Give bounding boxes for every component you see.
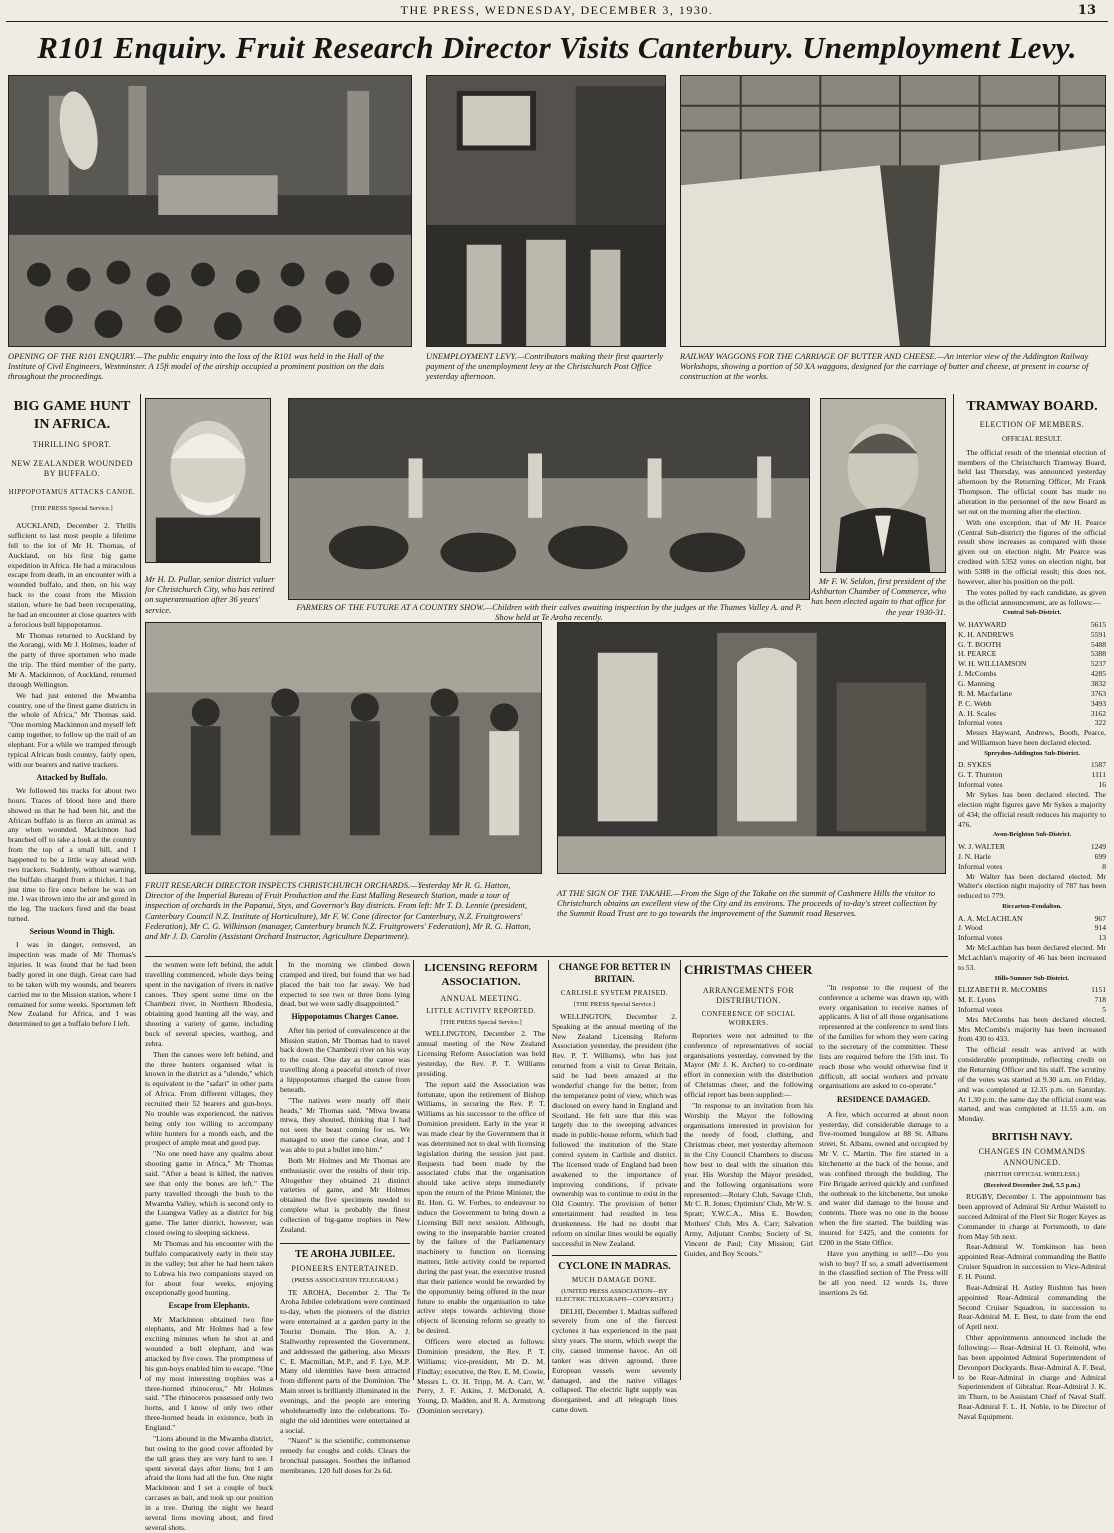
annual-meeting-subhead: ANNUAL MEETING. <box>440 993 522 1003</box>
tramway-paragraph: The official result was arrived at with considerable promptitude, reflecting credit on the Returning Officer and his staff. The scrutiny of the votes was started at 9.30 a.m. on Friday, and was completed at 12.35 p.m. on Saturday. At 1.30 p.m. the same day the official count was started, and was completed at 11.55 a.m. on Monday. <box>958 1045 1106 1124</box>
little-activity-subhead: LITTLE ACTIVITY REPORTED. <box>426 1006 536 1015</box>
candidate-name: D. SYKES <box>958 760 992 770</box>
vote-count: 5615 <box>1090 619 1106 629</box>
post-office-illustration <box>427 76 665 346</box>
farmers-caption: FARMERS OF THE FUTURE AT A COUNTRY SHOW.—Children with their calves awaiting inspection by the judges at the Thames Valley A. and P. Show held at Te Aroha recently. <box>296 602 802 623</box>
wireless-note: (BRITISH OFFICIAL WIRELESS.) <box>984 1171 1080 1179</box>
levy-caption: UNEMPLOYMENT LEVY.—Contributors making their first quarterly payment of the unemployment levy at the Christchurch Post Office yesterday afternoon. <box>426 351 664 382</box>
hunt-paragraph: Then the canoes were left behind, and the three hunters organised what is known in the district as a "ulendo," which is equivalent to the "safari" in other parts of Africa. From different villages, they recruited their 52 bearers and gun-boys. No trouble was experienced, the natives being only too willing to accompany white hunters for a month each, and the prospect of ample meat and good pay. <box>145 1049 273 1148</box>
licensing-column <box>417 960 545 1416</box>
vote-count: 914 <box>1094 923 1106 933</box>
vote-row <box>958 669 1106 679</box>
carlisle-subhead: CARLISLE SYSTEM PRAISED. <box>560 989 669 998</box>
spreydon-subdistrict-label: Spreydon-Addington Sub-District. <box>984 750 1080 758</box>
hills-votes-table <box>958 985 1106 1015</box>
candidate-name: J. N. Harle <box>958 851 991 861</box>
candidate-name: W. J. WALTER <box>958 841 1005 851</box>
vote-row <box>958 659 1106 669</box>
navy-paragraph: RUGBY, December 1. The appointment has been approved of Admiral Sir Arthur Waistell to succeed Admiral of the Fleet Sir Roger Keyes as Commander in charge at Portsmouth, to date from May 5th next. <box>958 1192 1106 1241</box>
election-subhead: ELECTION OF MEMBERS. <box>979 420 1085 430</box>
distribution-subhead: ARRANGEMENTS FOR DISTRIBUTION. <box>702 985 795 1006</box>
christmas-right-body <box>819 983 948 1299</box>
vote-count: 8 <box>1102 861 1106 871</box>
riccarton-votes-table <box>958 914 1106 944</box>
hills-subdistrict-label: Hills-Sumner Sub-District. <box>994 974 1070 982</box>
left-column-rule <box>140 394 141 1379</box>
thigh-wound-subhead: Serious Wound in Thigh. <box>29 926 115 936</box>
navy-paragraph: Other appointments announced include the following:— Rear-Admiral H. O. Reinold, who has been appointed Admiral Superintendent of Devonport Dockyards. Rear-Admiral A. F. Beal, to be Rear-Admiral in charge and Admiral Superintendent of Gibraltar. Rear-Admiral J. K. im Thurn, to be Assistant Chief of Naval Staff. Rear-Admiral F. L. H. Noble, to be Director of Naval Equipment. <box>958 1333 1106 1421</box>
tramway-paragraph: The votes polled by each candidate, as given in the official announcement, are as follows:— <box>958 587 1106 607</box>
christmas-cheer-headline: CHRISTMAS CHEER <box>684 962 813 977</box>
vote-row <box>958 760 1106 770</box>
hunt-paragraph: Both Mr Holmes and Mr Thomas are enthusiastic over the results of their trip. Altogether they obtained 21 distinct varieties of game, and Mr Holmes obtained the five specimens needed to complete what is probably the finest collection of big-game trophies in New Zealand. <box>280 1155 410 1234</box>
candidate-name: R. M. Macfarlane <box>958 688 1012 698</box>
change-for-better-headline: CHANGE FOR BETTER IN BRITAIN. <box>558 962 671 984</box>
big-game-paragraph: We followed his tracks for about two hours. Traces of blood here and there showed us that he had been hit, and the African buffalo is as fierce an animal as any when wounded. Mackinnon had branched off to take a look at the country from the top of a small hill, and I happened to be a little way ahead with two trackers. Suddenly, without warning, the buffalo charged from a thicket. I had just time to fire once before he was on me. I was thrown into the air and gored in the leg. The trackers fired and the beast turned. <box>8 785 136 924</box>
tramway-paragraph: Messrs Hayward, Andrews, Booth, Pearce, and Williamson have been declared elected. <box>958 728 1106 748</box>
vote-row <box>958 995 1106 1005</box>
masthead <box>0 3 1114 21</box>
unemployment-levy-photo <box>426 75 666 347</box>
vote-row <box>958 679 1106 689</box>
central-votes-table <box>958 620 1106 728</box>
seldon-portrait-photo <box>820 398 946 573</box>
christmas-left-body <box>684 983 813 1299</box>
new-zealander-subhead: NEW ZEALANDER WOUNDED BY BUFFALO. <box>11 458 133 479</box>
candidate-name: G. T. BOOTH <box>958 639 1002 649</box>
vote-count: 3763 <box>1090 688 1106 698</box>
attacked-subhead: Attacked by Buffalo. <box>36 772 108 782</box>
riccarton-subdistrict-label: Riccarton-Fendalton. <box>1002 903 1062 911</box>
britain-paragraph: WELLINGTON, December 2. Speaking at the annual meeting of the New Zealand Licensing Reform Association yesterday, the president (the Rev. P. T. Williams), who has just returned from a visit to Great Britain, said he had been amazed at the wonderful change for the better, from the temperance point of view, which was disclosed on every hand in England and Scotland. He felt sure that this was largely due to the sweeping advances made in public-house reform, which had followed the institution of the State control system in Carlisle and district. The licensed trade of England had been awakened to the importance of improving conditions, if private ownership was to continue to exist in the Old Country. The provision of better entertainment had resulted in less drunkenness. He had no doubt that reform on similar lines would be equally successful in New Zealand. <box>552 1011 677 1248</box>
takahe-photo <box>557 622 946 874</box>
column-divider <box>413 960 414 1380</box>
vote-row <box>958 862 1106 872</box>
tramway-headline: TRAMWAY BOARD. <box>966 399 1098 414</box>
orchard-inspection-photo <box>145 622 542 874</box>
vote-count: 4285 <box>1090 669 1106 679</box>
pioneers-subhead: PIONEERS ENTERTAINED. <box>291 1263 399 1273</box>
r101-enquiry-photo <box>8 75 412 347</box>
page-number: 13 <box>1077 3 1096 18</box>
avon-votes-table <box>958 842 1106 872</box>
residence-damaged-subhead: RESIDENCE DAMAGED. <box>837 1095 930 1105</box>
candidate-name: Informal votes <box>958 861 1003 871</box>
received-note: (Received December 2nd, 5.5 p.m.) <box>983 1181 1081 1189</box>
big-game-paragraph: We had just entered the Mwamba country, one of the finest game districts in the whole of Africa," Mr Thomas said. "One morning Mackinnon and myself left camp together, to follow up the trail of an elephant. For a while we tramped through typical African bush country, fairly open, with our bearers and native trackers. <box>8 690 136 769</box>
tramway-column <box>958 394 1106 1421</box>
orchard-illustration <box>146 623 541 873</box>
vote-row <box>958 933 1106 943</box>
navy-paragraph: Rear-Admiral W. Tomkinson has been appointed Rear-Admiral commanding the Battle Cruiser Squadron in succession to Vice-Admiral F. H. Pound. <box>958 1242 1106 1281</box>
te-aroha-headline: TE AROHA JUBILEE. <box>280 1243 410 1261</box>
vote-count: 699 <box>1094 851 1106 861</box>
avon-subdistrict-label: Avon-Brighton Sub-District. <box>992 831 1072 839</box>
candidate-name: Informal votes <box>958 933 1003 943</box>
hunt-paragraph: the women were left behind, the adult travelling commenced, whole days being spent in the navigation of rivers in native canoes. They spent some time on the Chambezi river, in Northern Rhodesia, obtaining good hunting all the way, and shooting a variety of game, including buck of several species, warthog, and zebra. <box>145 960 273 1048</box>
licensing-paragraph: The report said the Association was fortunate, upon the retirement of Bishop Williams, in securing the Rev. P. T. Williams as his successor to the office of Dominion president. Early in the year it was made clear by the Government that it was determined not to deal with licensing legislation during the session just past. Requests had been made by the associated clubs that the organisation should take active steps immediately upon the return of the Prime Minister, the Rt. Hon. G. W. Forbes, to endeavour to induce the Government to bring down a Licensing Bill next session. Although, owing to the inseparable barrier created by the failure of the Parliamentary machinery to function on licensing matters, little activity could be reported during the past year, the executive trusted that their patience would be rewarded by the opportunity being offered in the near future to enable the organisation to take active steps towards achieving those objects of licensing reform so greatly to be desired. <box>417 1079 545 1336</box>
vote-count: 5488 <box>1090 639 1106 649</box>
candidate-name: Informal votes <box>958 1004 1003 1014</box>
candidate-name: J. Wood <box>958 923 983 933</box>
vote-row <box>958 718 1106 728</box>
candidate-name: W. HAYWARD <box>958 619 1007 629</box>
vote-row <box>958 649 1106 659</box>
candidate-name: A. H. Scales <box>958 708 996 718</box>
hunt-paragraph: After his period of convalescence at the Mission station, Mr Thomas had to travel back down the Chambezi river on his way to the coast. One day as the canoe was travelling along a peaceful stretch of river a hippopotamus charged the canoe from beneath. <box>280 1025 410 1094</box>
vote-row <box>958 640 1106 650</box>
big-game-continued-col2 <box>280 960 410 1476</box>
hunt-paragraph: Mr Mackinnon obtained two fine elephants, and Mr Holmes had a few exciting minutes when he shot at and wounded a bull elephant, and was attacked by five cows. The promptness of his gun-boys enabled him to escape. "One of my most interesting trophies was a three-horned rhinoceros," Mr Holmes said. "The rhinoceros possessed only two horns, and I know of only two other three-horned heads in existence, both in England." <box>145 1314 273 1433</box>
tramway-paragraph: The official result of the triennial election of members of the Christchurch Tramway Board, held last Thursday, was announced yesterday afternoon by the Returning Officer, Mr Frank Thompson. The official count has made no alteration in the personnel of the new Board as set out on the morning after the election. <box>958 447 1106 516</box>
damage-subhead: MUCH DAMAGE DONE. <box>572 1275 657 1284</box>
big-game-paragraph: Mr Thomas returned to Auckland by the Aorangi, with Mr J. Holmes, leader of the party of three sportsmen who made the trip. The third member of the party, Mr A. Mackinnon, of Auckland, returned through Wellington. <box>8 630 136 689</box>
tramway-paragraph: Mr Sykes has been declared elected. The election night figures gave Mr Sykes a majority of 434; the official result reduces his majority to 476. <box>958 790 1106 829</box>
christmas-paragraph: "In response to the request of the conference a scheme was drawn up, with every organisation to receive names of applicants. A list of all those organisations represented at the conference to send lists of the families for whom they were caring to the secretary of the committee. These lists are required before the 15th inst. To reach those who would otherwise find it difficult, all social workers and private organisations are asked to co-operate." <box>819 982 948 1091</box>
vote-row <box>958 699 1106 709</box>
christmas-cheer-column <box>684 960 948 1380</box>
vote-row <box>958 689 1106 699</box>
vote-count: 1111 <box>1091 770 1106 780</box>
hunt-paragraph: "The natives were nearly off their heads," Mr Thomas said. "Mtwa bwana mtwa, they shouted, thinking that I had not seen the beast coming for us. We managed to steer the canoe clear, and I was able to put a bullet into him." <box>280 1095 410 1154</box>
vote-row <box>958 1005 1106 1015</box>
press-service-note: [THE PRESS Special Service.] <box>440 1018 522 1026</box>
workshop-illustration <box>681 76 1105 346</box>
r101-caption: OPENING OF THE R101 ENQUIRY.—The public enquiry into the loss of the R101 was held in the Hall of the Institute of Civil Engineers, Westminster. A 15ft model of the airship occupied a prominent position on the dais throughout the proceedings. <box>8 351 385 382</box>
press-service-note: [THE PRESS Special Service.] <box>31 504 113 512</box>
hunt-paragraph: "Lions abound in the Mwamba district, but owing to the good cover afforded by the tall grass they are very hard to see. I spent several days after lions; but I am afraid the lions had all the fun. One night Mackinnon and I set a couple of buck carcases as bait, and took up our position in a tree. During the night we heard several lions moving about, and fired several shots. <box>145 1433 273 1532</box>
vote-row <box>958 620 1106 630</box>
vote-row <box>958 923 1106 933</box>
paper-date-line: THE PRESS, WEDNESDAY, DECEMBER 3, 1930. <box>400 3 714 17</box>
vote-row <box>958 630 1106 640</box>
navy-paragraph: Rear-Admiral H. Astley Rushton has been appointed Rear-Admiral commanding the Second Cruiser Squadron, in succession to Rear-Admiral M. E. Best, to date from the end of April next. <box>958 1282 1106 1332</box>
seldon-portrait <box>821 399 945 572</box>
thrilling-sport-subhead: THRILLING SPORT. <box>32 440 112 450</box>
big-game-headline: BIG GAME HUNT IN AFRICA. <box>13 399 131 433</box>
vote-count: 5237 <box>1090 659 1106 669</box>
vote-count: 322 <box>1094 718 1106 728</box>
hippo-subhead: HIPPOPOTAMUS ATTACKS CANOE. <box>8 487 136 496</box>
classified-advert: Have you anything to sell?—Do you wish to buy? If so, a small advertisement in the classified section of The Press will be all you need. 12 words 1s, three insertions 2s 6d. <box>819 1248 948 1298</box>
vote-count: 718 <box>1094 994 1106 1004</box>
masthead-rule <box>6 21 1108 22</box>
takahe-interior-illustration <box>558 623 945 873</box>
official-result-subhead: OFFICIAL RESULT. <box>1001 434 1063 443</box>
candidate-name: A. A. McLACHLAN <box>958 913 1023 923</box>
tramway-paragraph: With one exception, that of Mr H. Pearce (Central Sub-district) the figures of the official result show increases as compared with those given out on election night. Mr Pearce was credited with 5352 votes on election night, but with 5388 in the official result; this does not, however, alter his position on the poll. <box>958 517 1106 586</box>
tramway-paragraph: Mr Walter has been declared elected. Mr Walter's election night majority of 787 has been reduced to 779. <box>958 871 1106 901</box>
pullar-caption: Mr H. D. Pullar, senior district valuer for Christchurch City, who has retired on superannuation after 36 years' service. <box>145 574 275 615</box>
te-aroha-paragraph: TE AROHA, December 2. The Te Aroha Jubilee celebrations were continued to-day, when the pioneers of the district were entertained at a garden party in the Tourist Domain. The Hon. A. J. Stallworthy represented the Government, and addressed the gathering, also Messrs C. E. Macmillan, M.P., and F. Lye, M.P. Many old identities have been attracted from different parts of the Dominion. The Main street is brilliantly illuminated in the evenings, and the people are entering wholeheartedly into the celebrations. To-night the old identities were entertained at a social. <box>280 1287 410 1435</box>
nazol-advert: "Nazol" is the scientific, commonsense remedy for coughs and colds. Clears the bronchial passages. Soothes the inflamed membranes. 120 full doses for 2s 6d. <box>280 1436 410 1476</box>
candidate-name: ELIZABETH R. McCOMBS <box>958 985 1048 995</box>
vote-count: 3162 <box>1090 708 1106 718</box>
candidate-name: K. H. ANDREWS <box>958 629 1014 639</box>
vote-count: 5 <box>1102 1004 1106 1014</box>
candidate-name: Informal votes <box>958 780 1003 790</box>
fire-paragraph: A fire, which occurred at about noon yesterday, did considerable damage to a five-roomed bungalow at 88 St. Albans street, St. Albans, owned and occupied by Mr V. C. Martin. The fire started in a kitchenette at the back of the house, and was confined through the building. The Fire Brigade arrived quickly and confined the outbreak to the kitchenette, but smoke and water did damage to the house and contents. There was no one in the house when the fire started. The building was insured for £425, and the contents for £200 in the State Office. <box>819 1109 948 1247</box>
vote-row <box>958 914 1106 924</box>
hunt-paragraph: Mr Thomas and his encounter with the buffalo comparatively early in their stay in the valley; but after he had been taken to Lubwa his two companions stayed on for about four weeks, enjoying exceptionally good hunting. <box>145 1239 273 1298</box>
candidate-name: G. T. Thurston <box>958 770 1003 780</box>
vote-row <box>958 985 1106 995</box>
pullar-portrait-photo <box>145 398 271 563</box>
hippo-charge-subhead: Hippopotamus Charges Canoe. <box>291 1012 399 1022</box>
lower-section-rule <box>145 956 948 957</box>
big-game-paragraph: AUCKLAND, December 2. Thrills sufficient to last most people a lifetime fell to the lot of Mr H. Thomas, of Auckland, on his first big game expedition in Africa. He had a miraculous escape from death, in an encounter with a wounded buffalo, and then, on his way back to the coast from the Mission station, where he had been recuperating, he had an encounter at close quarters with a ferocious bull hippopotamus. <box>8 521 136 629</box>
britain-column <box>552 960 677 1415</box>
railway-caption: RAILWAY WAGGONS FOR THE CARRIAGE OF BUTTER AND CHEESE.—An interior view of the Addington Railway Workshops, showing a portion of 50 XA waggons, designed for the carriage of butter and cheese, at present in course of construction at the works. <box>680 351 1089 382</box>
vote-row <box>958 852 1106 862</box>
hunt-paragraph: In the morning we climbed down cramped and tired, but found that we had placed the bait too far away. We had expected to see two or three lions lying dead, but we were sadly disappointed." <box>280 960 410 1009</box>
farmers-future-photo <box>288 398 810 600</box>
column-divider <box>276 960 277 1380</box>
vote-row <box>958 709 1106 719</box>
candidate-name: G. Manning <box>958 679 995 689</box>
big-game-column <box>8 394 136 1379</box>
vote-count: 13 <box>1098 933 1106 943</box>
cyclone-headline: CYCLONE IN MADRAS. <box>552 1255 677 1273</box>
spreydon-votes-table <box>958 760 1106 790</box>
press-service-note: [THE PRESS Special Service.] <box>573 1001 656 1009</box>
candidate-name: H. PEARCE <box>958 649 997 659</box>
vote-row <box>958 780 1106 790</box>
right-column-rule <box>953 394 954 1379</box>
vote-count: 3493 <box>1090 698 1106 708</box>
r101-hall-illustration <box>9 76 411 346</box>
vote-count: 5388 <box>1090 649 1106 659</box>
hunt-paragraph: "No one need have any qualms about shooting game in Africa," Mr Thomas said. "After a beast is killed, the natives see that only the bones are left." The party travelled through the bush to the Mwamba Valley, which is second only to the Luangwa Valley as a district for big game. The latter district, however, was closed owing to sleeping sickness. <box>145 1149 273 1238</box>
vote-count: 16 <box>1098 780 1106 790</box>
christmas-two-column-body <box>684 983 948 1299</box>
vote-count: 1249 <box>1090 841 1106 851</box>
tramway-paragraph: Mrs McCombs has been declared elected. Mrs McCombs's majority has been increased from 430 to 433. <box>958 1014 1106 1044</box>
licensing-paragraph: Officers were elected as follows: Dominion president, the Rev. P. T. Williams; vice-president, Mr D. M. Findlay; executive, the Rev. E. M. Cowie, Messrs L. O. H. Tripp, M. A. Carr, W. Perry, J. F. Atkins, J. McDonald, A. Young, D. Madden, and R. A. Armstrong (Dominion secretary). <box>417 1337 545 1416</box>
column-divider <box>680 960 681 1380</box>
railway-waggons-photo <box>680 75 1106 347</box>
seldon-caption: Mr F. W. Seldon, first president of the Ashburton Chamber of Commerce, who has been elected again to that office for the year 1930-31. <box>811 576 946 617</box>
vote-count: 1587 <box>1090 760 1106 770</box>
christmas-paragraph: "In response to an invitation from his Worship the Mayor the following organisations interested in provision for the needy of food, clothing, and Christmas cheer, met yesterday afternoon in the City Council Chambers to discuss how best to deal with the situation this year. His Worship the Mayor presided, and the following organisations were represented:—Rotary Club, Savage Club, Mr C. R. Jones; Optimists' Club, Mr W. S. Spratt; Y.W.C.A., Miss E. Bowden; Mothers' Club, Mrs A. Carr; Salvation Army, Adjutant Combs; Society of St. Vincent de Paul; City Mission; Girl Guides, and Boy Scouts." <box>684 1100 813 1258</box>
vote-count: 5591 <box>1090 629 1106 639</box>
vote-count: 3832 <box>1090 679 1106 689</box>
candidate-name: M. E. Lyons <box>958 994 996 1004</box>
candidate-name: W. H. WILLIAMSON <box>958 659 1027 669</box>
social-workers-subhead: CONFERENCE OF SOCIAL WORKERS. <box>701 1009 796 1027</box>
vote-row <box>958 770 1106 780</box>
page-headline: R101 Enquiry. Fruit Research Director Visits Canterbury. Unemployment Levy. <box>37 30 1077 65</box>
tramway-paragraph: Mr McLachlan has been declared elected. Mr McLachlan's majority of 46 has been increased to 53. <box>958 943 1106 972</box>
calves-illustration <box>289 399 809 599</box>
central-subdistrict-label: Central Sub-District. <box>1002 609 1062 617</box>
pullar-portrait <box>146 399 270 562</box>
vote-count: 1151 <box>1091 985 1106 995</box>
candidate-name: Informal votes <box>958 718 1003 728</box>
cable-note: (UNITED PRESS ASSOCIATION—BY ELECTRIC TELEGRAPH—COPYRIGHT.) <box>555 1287 674 1304</box>
licensing-paragraph: WELLINGTON, December 2. The annual meeting of the New Zealand Licensing Reform Association was held yesterday, the Rev. P. T. Williams presiding. <box>417 1029 545 1078</box>
cyclone-paragraph: DELHI, December 1. Madras suffered severely from one of the fiercest cyclones it has experienced in the past sixty years. The storm, which swept the city, caused immense havoc. An oil tanker was driven aground, three European vessels were severely damaged, and the native villages collapsed. The electric light supply was disorganised, and all telegraph lines came down. <box>552 1306 677 1415</box>
licensing-headline: LICENSING REFORM ASSOCIATION. <box>424 962 538 988</box>
vote-count: 967 <box>1094 913 1106 923</box>
candidate-name: P. C. Webb <box>958 698 992 708</box>
christmas-paragraph: Reporters were not admitted to the conference of representatives of social organisations yesterday, convened by the Mayor (Mr J. K. Archer) to co-ordinate effort in connexion with the distribution of Christmas cheer, and the following official report has been supplied:— <box>684 1030 813 1100</box>
takahe-caption: AT THE SIGN OF THE TAKAHE.—From the Sign of the Takahe on the summit of Cashmere Hills the visitor to Christchurch obtains an excellent view of the City and its environs. The proceeds of to-day's street collection by the Summit Road Trust are to go towards the improvement of the Summit road Reserves. <box>557 888 937 919</box>
big-game-continued-col1 <box>145 960 273 1532</box>
orchards-caption: FRUIT RESEARCH DIRECTOR INSPECTS CHRISTCHURCH ORCHARDS.—Yesterday Mr R. G. Hatton, Director of the Imperial Bureau of Fruit Production and the East Malling Research Station, made a tour of inspection of orchards in the Papanui, Styx, and Governor's Bay districts. From left: Mr T. D. Lennie (president, Canterbury Council N.Z. Institute of Horticulture), Mr F. W. Cone (director for Canterbury, N.Z. Fruitgrowers' Federation), Mr C. G. Wilkinson (manager, Canterbury branch N.Z. Fruitgrowers' Federation), Mr R. G. Hatton, and Mr J. D. Carolin (Assistant Orchard Instructor, Agriculture Department). <box>145 880 531 941</box>
navy-subhead: CHANGES IN COMMANDS ANNOUNCED. <box>978 1147 1086 1167</box>
candidate-name: J. McCombs <box>958 669 997 679</box>
elephants-subhead: Escape from Elephants. <box>168 1301 250 1311</box>
big-game-paragraph: I was in danger, removed, an inspection was made of Mr Thomas's injuries. It was found that he had been badly gored in one thigh. Great care had to be taken with my wounds, and bearers carried me to the Mission station, where I remained for some weeks. Sportsmen left New Zealand for Africa, and I was determined to get a buffalo before I left. <box>8 940 136 1029</box>
column-divider <box>548 960 549 1380</box>
press-association-note: (PRESS ASSOCIATION TELEGRAM.) <box>292 1277 398 1285</box>
vote-row <box>958 842 1106 852</box>
british-navy-headline: BRITISH NAVY. <box>991 1131 1073 1144</box>
